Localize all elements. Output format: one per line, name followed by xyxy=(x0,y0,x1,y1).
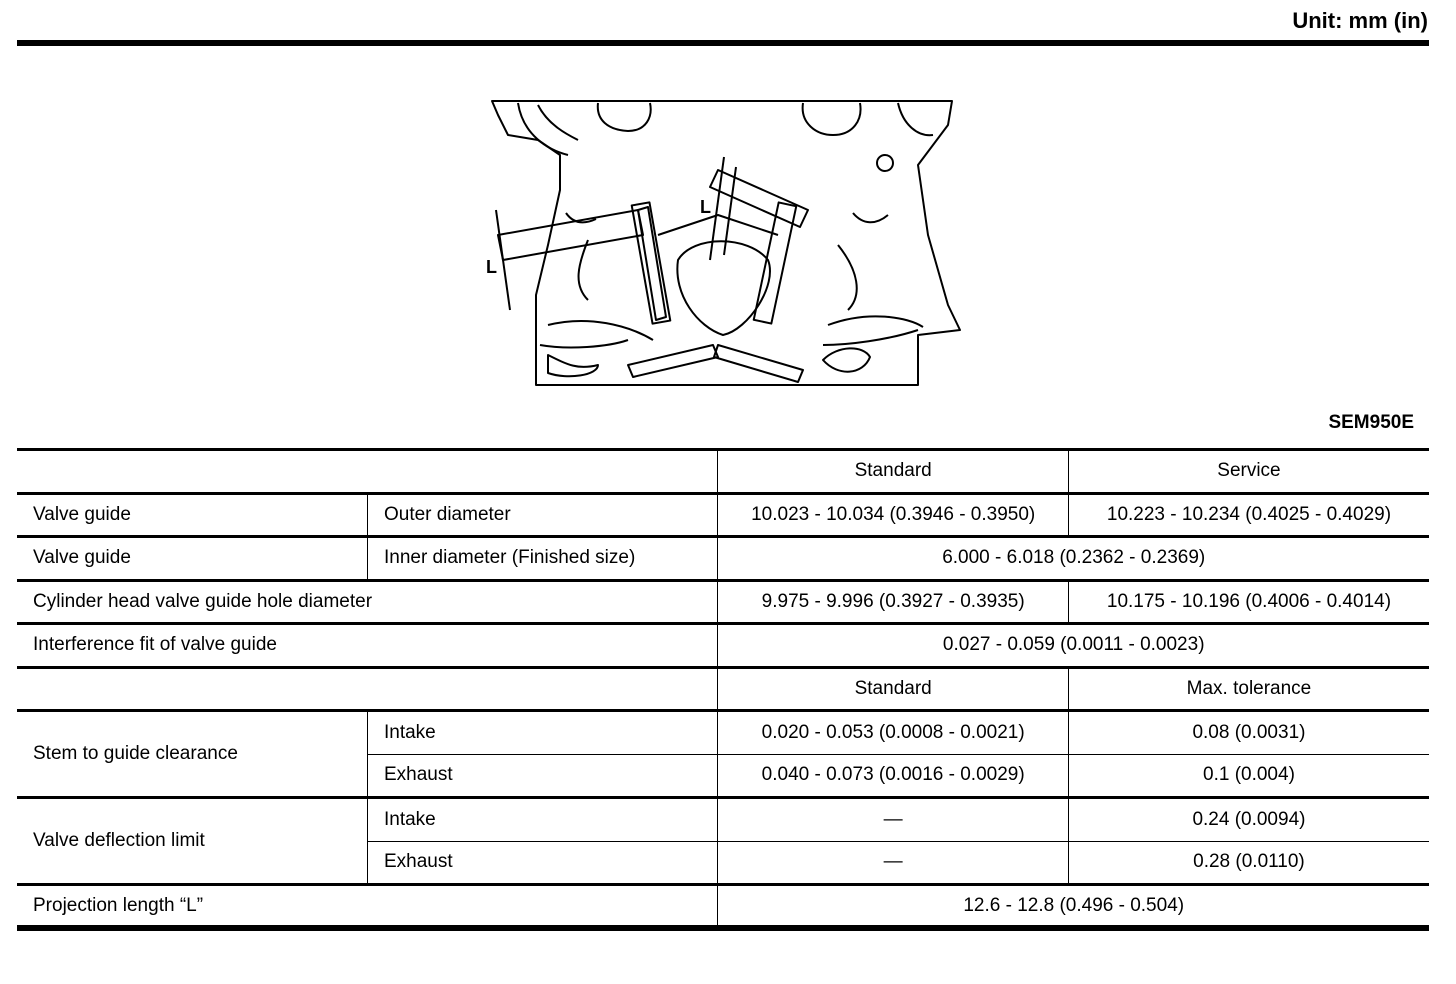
row-standard: 0.020 - 0.053 (0.0008 - 0.0021) xyxy=(718,711,1068,755)
table-row xyxy=(17,493,1429,537)
row-max: 0.08 (0.0031) xyxy=(1068,711,1429,755)
header-standard: Standard xyxy=(718,450,1068,494)
row-subitem: Intake xyxy=(367,711,717,755)
empty-header-cell xyxy=(17,450,718,494)
table-row xyxy=(17,711,1429,755)
header-service: Service xyxy=(1068,450,1429,494)
row-item: Cylinder head valve guide hole diameter xyxy=(17,580,718,624)
header-standard: Standard xyxy=(718,667,1068,711)
row-service: 10.175 - 10.196 (0.4006 - 0.4014) xyxy=(1068,580,1429,624)
row-item: Valve guide xyxy=(17,493,367,537)
unit-label: Unit: mm (in) xyxy=(1292,8,1428,33)
row-service: 10.223 - 10.234 (0.4025 - 0.4029) xyxy=(1068,493,1429,537)
row-value: 12.6 - 12.8 (0.496 - 0.504) xyxy=(718,885,1429,929)
row-value: 0.027 - 0.059 (0.0011 - 0.0023) xyxy=(718,624,1429,668)
row-subitem: Outer diameter xyxy=(367,493,717,537)
table-row xyxy=(17,798,1429,842)
row-subitem: Intake xyxy=(367,798,717,842)
table-header-row xyxy=(17,450,1429,494)
row-value: 6.000 - 6.018 (0.2362 - 0.2369) xyxy=(718,537,1429,581)
row-item: Interference fit of valve guide xyxy=(17,624,718,668)
row-subitem: Exhaust xyxy=(367,841,717,885)
table-row xyxy=(17,624,1429,668)
figure-id: SEM950E xyxy=(1328,412,1414,433)
row-item: Projection length “L” xyxy=(17,885,718,929)
table-row xyxy=(17,580,1429,624)
table-subheader-row xyxy=(17,667,1429,711)
row-standard: — xyxy=(718,841,1068,885)
row-standard: 10.023 - 10.034 (0.3946 - 0.3950) xyxy=(718,493,1068,537)
row-max: 0.24 (0.0094) xyxy=(1068,798,1429,842)
top-divider xyxy=(17,40,1429,46)
row-subitem: Inner diameter (Finished size) xyxy=(367,537,717,581)
row-standard: 9.975 - 9.996 (0.3927 - 0.3935) xyxy=(718,580,1068,624)
row-item: Valve guide xyxy=(17,537,367,581)
row-item: Stem to guide clearance xyxy=(17,711,367,798)
row-standard: 0.040 - 0.073 (0.0016 - 0.0029) xyxy=(718,754,1068,798)
dimension-label-l-right: L xyxy=(700,197,711,217)
row-max: 0.28 (0.0110) xyxy=(1068,841,1429,885)
cylinder-head-diagram xyxy=(478,95,968,390)
table-row xyxy=(17,537,1429,581)
table-row xyxy=(17,885,1429,929)
row-item: Valve deflection limit xyxy=(17,798,367,885)
row-standard: — xyxy=(718,798,1068,842)
header-max-tolerance: Max. tolerance xyxy=(1068,667,1429,711)
dimension-label-l-left: L xyxy=(486,257,497,277)
row-max: 0.1 (0.004) xyxy=(1068,754,1429,798)
empty-header-cell xyxy=(17,667,718,711)
valve-guide-spec-table xyxy=(17,448,1429,931)
row-subitem: Exhaust xyxy=(367,754,717,798)
